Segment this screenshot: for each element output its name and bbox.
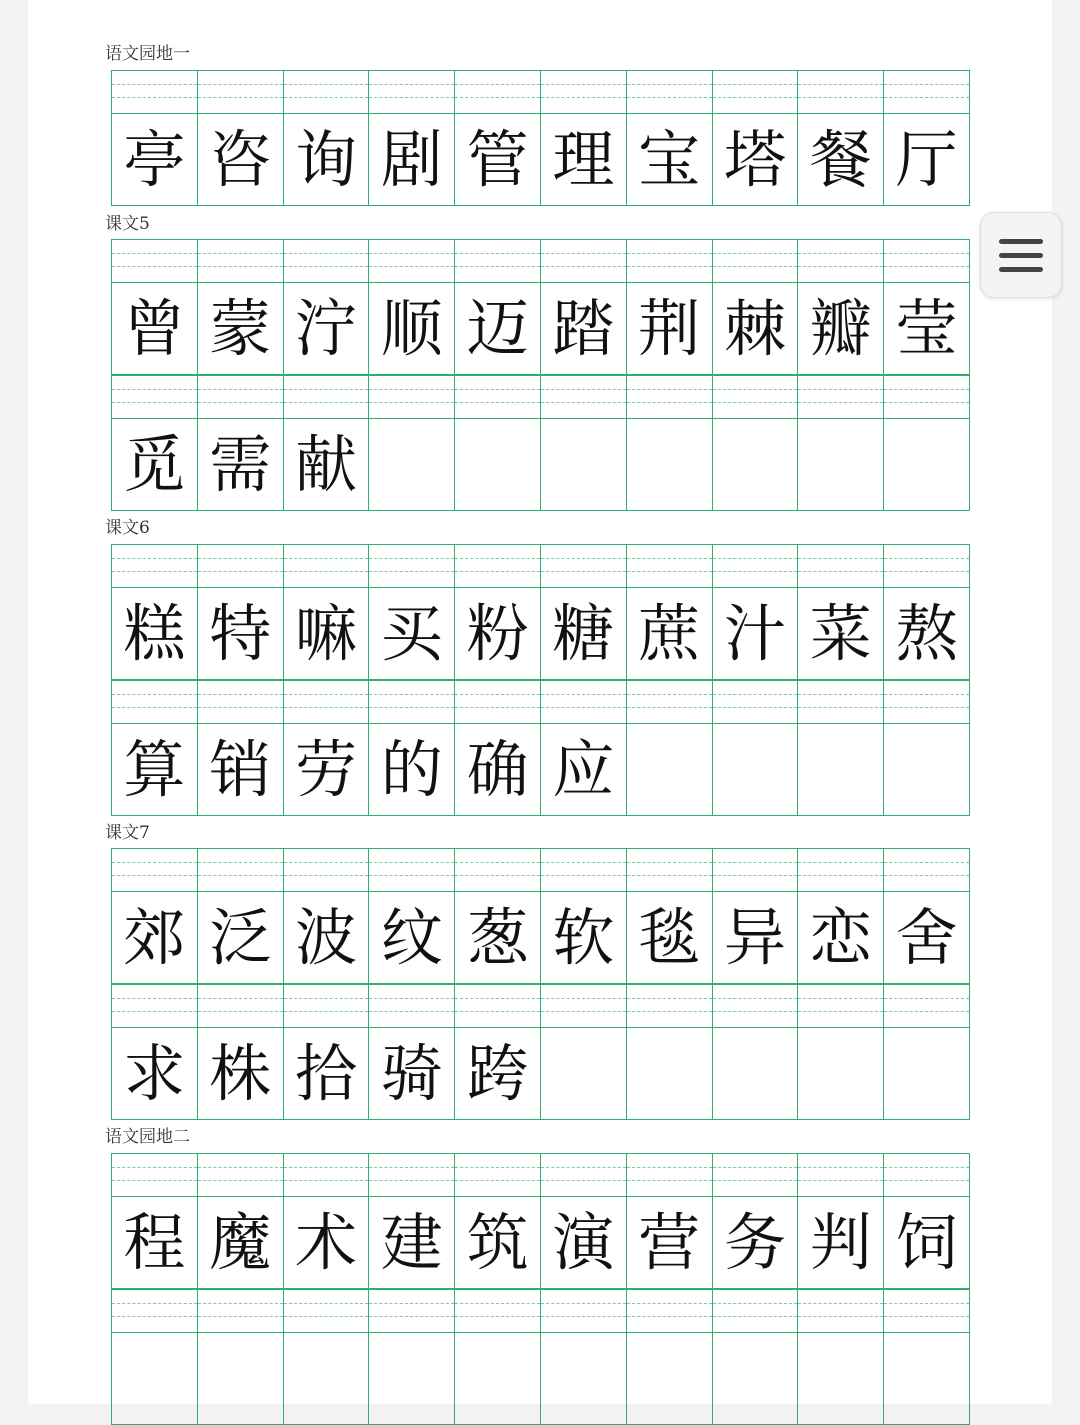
pinyin-cell: [455, 985, 541, 1027]
character-cell: 纹: [369, 892, 455, 983]
character-cell: 的: [369, 724, 455, 815]
pinyin-cell: [541, 71, 627, 113]
grid-row: [112, 1153, 970, 1289]
pinyin-cell: [284, 985, 370, 1027]
pinyin-cell: [627, 240, 713, 282]
pinyin-cell: [713, 545, 799, 587]
character-cell: [884, 1028, 970, 1119]
pinyin-cell: [713, 1290, 799, 1332]
character-cell: [884, 1333, 970, 1424]
pinyin-cell: [112, 1154, 198, 1196]
character-cell: [798, 1028, 884, 1119]
pinyin-cell: [713, 376, 799, 418]
pinyin-cell: [369, 240, 455, 282]
character-cell: 粉: [455, 588, 541, 679]
pinyin-cell: [198, 985, 284, 1027]
character-cell: 蔗: [627, 588, 713, 679]
pinyin-cell: [884, 1154, 970, 1196]
pinyin-cell: [713, 985, 799, 1027]
tianzige-grid: [111, 239, 969, 511]
pinyin-cell: [455, 681, 541, 723]
pinyin-cell: [884, 240, 970, 282]
pinyin-cell: [369, 1290, 455, 1332]
character-cell: 判: [798, 1197, 884, 1288]
character-cell: 顺: [369, 283, 455, 374]
pinyin-cell: [713, 849, 799, 891]
character-cell: 瓣: [798, 283, 884, 374]
pinyin-cell: [369, 849, 455, 891]
pinyin-cell: [798, 681, 884, 723]
character-cell: [627, 1028, 713, 1119]
pinyin-cell: [198, 681, 284, 723]
character-cell: 汁: [713, 588, 799, 679]
pinyin-cell: [541, 681, 627, 723]
character-cell: 魔: [198, 1197, 284, 1288]
character-cell: [713, 1333, 799, 1424]
character-cell: [713, 1028, 799, 1119]
character-row: [112, 418, 970, 511]
pinyin-cell: [198, 240, 284, 282]
character-cell: 株: [198, 1028, 284, 1119]
pinyin-cell: [713, 71, 799, 113]
pinyin-cell: [455, 849, 541, 891]
character-cell: [798, 724, 884, 815]
character-cell: 销: [198, 724, 284, 815]
pinyin-cell: [198, 376, 284, 418]
pinyin-line-row: [112, 848, 970, 891]
character-cell: 异: [713, 892, 799, 983]
pinyin-line-row: [112, 1289, 970, 1332]
pinyin-cell: [541, 240, 627, 282]
character-cell: 塔: [713, 114, 799, 205]
pinyin-cell: [627, 1290, 713, 1332]
character-row: [112, 1196, 970, 1289]
tianzige-grid: [111, 848, 969, 1120]
character-cell: 厅: [884, 114, 970, 205]
section-label: 课文5: [105, 214, 150, 234]
character-cell: 郊: [112, 892, 198, 983]
character-row: [112, 891, 970, 984]
character-cell: 蒙: [198, 283, 284, 374]
character-cell: 买: [369, 588, 455, 679]
pinyin-cell: [627, 681, 713, 723]
pinyin-cell: [798, 985, 884, 1027]
character-cell: [455, 1333, 541, 1424]
pinyin-cell: [455, 71, 541, 113]
pinyin-cell: [455, 1290, 541, 1332]
pinyin-cell: [455, 545, 541, 587]
pinyin-cell: [627, 376, 713, 418]
pinyin-cell: [369, 985, 455, 1027]
section-label: 课文6: [105, 518, 150, 538]
pinyin-line-row: [112, 680, 970, 723]
section-label: 语文园地一: [105, 44, 190, 64]
character-cell: [541, 1028, 627, 1119]
grid-row: [112, 70, 970, 206]
pinyin-cell: [369, 545, 455, 587]
character-cell: 需: [198, 419, 284, 510]
pinyin-cell: [627, 849, 713, 891]
pinyin-cell: [798, 376, 884, 418]
character-cell: 荆: [627, 283, 713, 374]
pinyin-cell: [798, 545, 884, 587]
grid-row: [112, 848, 970, 984]
character-cell: 献: [284, 419, 370, 510]
character-cell: 饲: [884, 1197, 970, 1288]
character-cell: 葱: [455, 892, 541, 983]
character-cell: 确: [455, 724, 541, 815]
character-cell: [627, 419, 713, 510]
pinyin-line-row: [112, 1153, 970, 1196]
pinyin-cell: [713, 1154, 799, 1196]
character-cell: 管: [455, 114, 541, 205]
character-cell: 询: [284, 114, 370, 205]
tianzige-grid: [111, 544, 969, 816]
character-cell: [198, 1333, 284, 1424]
pinyin-cell: [284, 1154, 370, 1196]
section-label: 课文7: [105, 823, 150, 843]
grid-row: [112, 984, 970, 1120]
pinyin-line-row: [112, 984, 970, 1027]
character-cell: 亭: [112, 114, 198, 205]
character-cell: 餐: [798, 114, 884, 205]
pinyin-cell: [284, 71, 370, 113]
character-cell: [112, 1333, 198, 1424]
pinyin-cell: [798, 1154, 884, 1196]
pinyin-cell: [198, 1154, 284, 1196]
pinyin-cell: [884, 545, 970, 587]
character-cell: [284, 1333, 370, 1424]
tianzige-grid: [111, 1153, 969, 1425]
character-cell: 曾: [112, 283, 198, 374]
hamburger-menu-icon: [999, 253, 1043, 258]
character-cell: [455, 419, 541, 510]
grid-row: [112, 375, 970, 511]
character-cell: [541, 419, 627, 510]
character-cell: 筑: [455, 1197, 541, 1288]
pinyin-cell: [541, 376, 627, 418]
character-cell: 咨: [198, 114, 284, 205]
pinyin-cell: [713, 240, 799, 282]
character-cell: [884, 419, 970, 510]
character-cell: 建: [369, 1197, 455, 1288]
character-cell: [541, 1333, 627, 1424]
pinyin-cell: [112, 849, 198, 891]
character-cell: [627, 1333, 713, 1424]
pinyin-cell: [541, 545, 627, 587]
pinyin-cell: [798, 849, 884, 891]
character-cell: 务: [713, 1197, 799, 1288]
character-cell: 迈: [455, 283, 541, 374]
pinyin-cell: [112, 376, 198, 418]
character-cell: [798, 1333, 884, 1424]
pinyin-cell: [369, 1154, 455, 1196]
pinyin-cell: [455, 376, 541, 418]
pinyin-line-row: [112, 70, 970, 113]
pinyin-cell: [627, 985, 713, 1027]
character-cell: [798, 419, 884, 510]
pinyin-cell: [627, 545, 713, 587]
character-row: [112, 587, 970, 680]
pinyin-line-row: [112, 239, 970, 282]
pinyin-cell: [369, 376, 455, 418]
character-cell: 莹: [884, 283, 970, 374]
pinyin-cell: [284, 681, 370, 723]
pinyin-cell: [284, 1290, 370, 1332]
pinyin-cell: [713, 681, 799, 723]
character-cell: [627, 724, 713, 815]
hamburger-menu-icon: [999, 239, 1043, 244]
section-label: 语文园地二: [105, 1127, 190, 1147]
pinyin-cell: [541, 985, 627, 1027]
character-row: [112, 723, 970, 816]
pinyin-cell: [198, 545, 284, 587]
pinyin-cell: [112, 71, 198, 113]
character-cell: 特: [198, 588, 284, 679]
grid-row: [112, 544, 970, 680]
character-cell: 术: [284, 1197, 370, 1288]
pinyin-cell: [112, 545, 198, 587]
hamburger-menu-icon: [999, 267, 1043, 272]
character-row: [112, 1332, 970, 1425]
pinyin-cell: [884, 1290, 970, 1332]
pinyin-cell: [627, 71, 713, 113]
character-cell: 程: [112, 1197, 198, 1288]
character-cell: 菜: [798, 588, 884, 679]
character-row: [112, 1027, 970, 1120]
pinyin-cell: [284, 240, 370, 282]
pinyin-cell: [284, 545, 370, 587]
character-cell: 舍: [884, 892, 970, 983]
character-row: [112, 282, 970, 375]
pinyin-cell: [198, 849, 284, 891]
character-cell: 劳: [284, 724, 370, 815]
pinyin-cell: [112, 985, 198, 1027]
pinyin-cell: [198, 1290, 284, 1332]
character-cell: 觅: [112, 419, 198, 510]
character-cell: 泛: [198, 892, 284, 983]
pinyin-cell: [884, 985, 970, 1027]
character-cell: 嘛: [284, 588, 370, 679]
character-cell: 拾: [284, 1028, 370, 1119]
character-cell: 熬: [884, 588, 970, 679]
character-cell: [713, 724, 799, 815]
character-cell: 营: [627, 1197, 713, 1288]
character-cell: 软: [541, 892, 627, 983]
pinyin-cell: [798, 1290, 884, 1332]
pinyin-cell: [284, 376, 370, 418]
character-cell: 毯: [627, 892, 713, 983]
pinyin-cell: [884, 681, 970, 723]
pinyin-cell: [112, 240, 198, 282]
character-cell: 泞: [284, 283, 370, 374]
grid-row: [112, 1289, 970, 1425]
character-row: [112, 113, 970, 206]
pinyin-cell: [798, 71, 884, 113]
pinyin-cell: [369, 681, 455, 723]
character-cell: 糕: [112, 588, 198, 679]
pinyin-cell: [198, 71, 284, 113]
grid-row: [112, 680, 970, 816]
character-cell: [369, 419, 455, 510]
pinyin-cell: [455, 240, 541, 282]
character-cell: 算: [112, 724, 198, 815]
tianzige-grid: [111, 70, 969, 206]
pinyin-cell: [112, 681, 198, 723]
character-cell: 剧: [369, 114, 455, 205]
pinyin-cell: [884, 71, 970, 113]
pinyin-cell: [541, 849, 627, 891]
character-cell: 跨: [455, 1028, 541, 1119]
character-cell: 演: [541, 1197, 627, 1288]
character-cell: 求: [112, 1028, 198, 1119]
character-cell: [369, 1333, 455, 1424]
pinyin-cell: [884, 376, 970, 418]
character-cell: [713, 419, 799, 510]
pinyin-cell: [884, 849, 970, 891]
character-cell: 恋: [798, 892, 884, 983]
character-cell: 骑: [369, 1028, 455, 1119]
pinyin-line-row: [112, 544, 970, 587]
character-cell: 应: [541, 724, 627, 815]
grid-row: [112, 239, 970, 375]
character-cell: [884, 724, 970, 815]
character-cell: 棘: [713, 283, 799, 374]
character-cell: 理: [541, 114, 627, 205]
character-cell: 糖: [541, 588, 627, 679]
pinyin-cell: [112, 1290, 198, 1332]
pinyin-cell: [627, 1154, 713, 1196]
pinyin-line-row: [112, 375, 970, 418]
pinyin-cell: [541, 1154, 627, 1196]
character-cell: 踏: [541, 283, 627, 374]
pinyin-cell: [541, 1290, 627, 1332]
menu-button[interactable]: [980, 212, 1062, 298]
pinyin-cell: [798, 240, 884, 282]
pinyin-cell: [284, 849, 370, 891]
character-cell: 宝: [627, 114, 713, 205]
pinyin-cell: [369, 71, 455, 113]
pinyin-cell: [455, 1154, 541, 1196]
character-cell: 波: [284, 892, 370, 983]
